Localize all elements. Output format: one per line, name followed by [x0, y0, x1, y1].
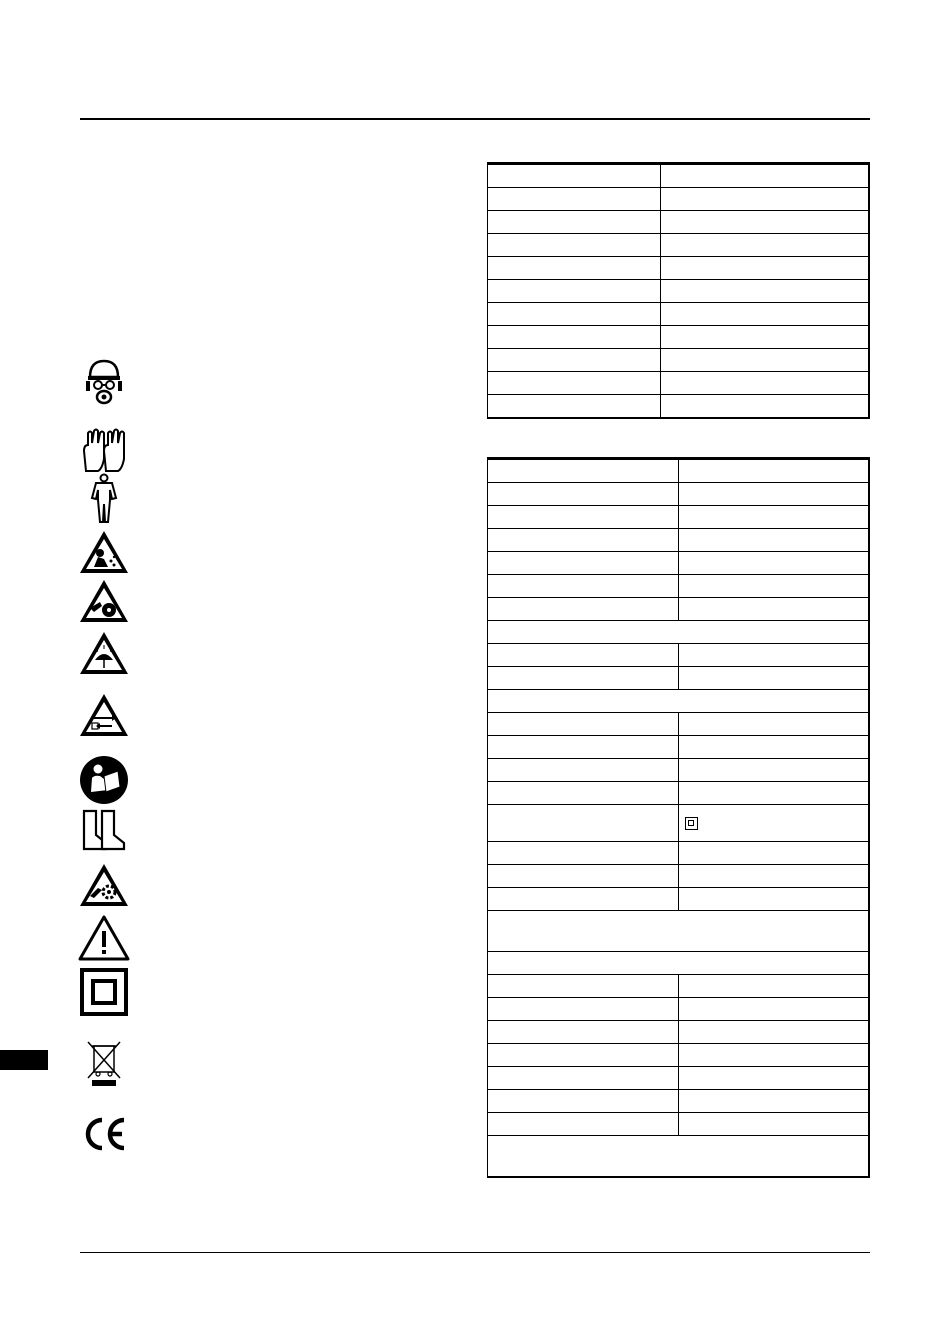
table-cell [679, 1067, 870, 1090]
read-manual-icon [78, 754, 130, 806]
table-cell [488, 911, 870, 952]
table-section-row [488, 952, 870, 975]
table-cell [661, 349, 870, 372]
table-cell [488, 1136, 870, 1178]
table-cell [488, 782, 679, 805]
table-cell [488, 888, 679, 911]
table-cell [661, 395, 870, 419]
language-tab-marker [0, 1050, 48, 1070]
table-cell [488, 257, 661, 280]
table-cell [679, 506, 870, 529]
class-ii-symbol-icon [685, 817, 698, 830]
table-cell [488, 1090, 679, 1113]
table-row [488, 736, 870, 759]
spec-table-1 [487, 162, 870, 419]
table-row [488, 483, 870, 506]
table-cell [488, 280, 661, 303]
table-cell [488, 1113, 679, 1136]
table-cell [679, 975, 870, 998]
table-cell [661, 372, 870, 395]
table-row [488, 164, 870, 188]
table-cell [679, 552, 870, 575]
table-row [488, 805, 870, 842]
gloves-icon [78, 425, 130, 477]
table-cell [488, 644, 679, 667]
table-cell [488, 998, 679, 1021]
table-cell [661, 303, 870, 326]
table-cell [679, 1090, 870, 1113]
table-cell [488, 506, 679, 529]
table-cell [488, 952, 870, 975]
table-cell [679, 459, 870, 483]
table-cell [488, 865, 679, 888]
general-warning-icon [78, 913, 130, 965]
table-cell [488, 234, 661, 257]
table-cell [679, 1021, 870, 1044]
table-section-row [488, 690, 870, 713]
table-cell [488, 349, 661, 372]
table-section-row [488, 621, 870, 644]
table-cell [661, 280, 870, 303]
table-row [488, 644, 870, 667]
table-cell [679, 865, 870, 888]
table-row [488, 782, 870, 805]
hand-gear-warning-icon [78, 860, 130, 912]
table-cell [661, 164, 870, 188]
table-cell [679, 667, 870, 690]
table-cell [679, 805, 870, 842]
table-row [488, 529, 870, 552]
table-cell [488, 598, 679, 621]
table-cell [488, 395, 661, 419]
safety-boots-icon [78, 805, 130, 857]
table-cell [679, 759, 870, 782]
table-row [488, 575, 870, 598]
table-row [488, 257, 870, 280]
table-cell [679, 1113, 870, 1136]
table-cell [488, 459, 679, 483]
table-cell [488, 164, 661, 188]
table-cell [661, 234, 870, 257]
table-row [488, 326, 870, 349]
table-cell [488, 975, 679, 998]
spec-table-2 [487, 457, 870, 1178]
table-row [488, 1090, 870, 1113]
table-cell [488, 326, 661, 349]
rain-umbrella-warning-icon [78, 628, 130, 680]
table-cell [488, 736, 679, 759]
table-cell [488, 211, 661, 234]
table-row [488, 865, 870, 888]
table-cell [679, 782, 870, 805]
table-row [488, 188, 870, 211]
table-section-row [488, 911, 870, 952]
table-cell [679, 644, 870, 667]
table-row [488, 459, 870, 483]
class-ii-double-insulation-icon [78, 966, 130, 1018]
header-rule [80, 118, 870, 120]
table-cell [488, 805, 679, 842]
table-row [488, 372, 870, 395]
table-row [488, 349, 870, 372]
table-cell [679, 575, 870, 598]
coverall-icon [78, 472, 130, 524]
table-cell [488, 552, 679, 575]
table-row [488, 1113, 870, 1136]
table-row [488, 713, 870, 736]
table-cell [488, 1067, 679, 1090]
table-cell [488, 188, 661, 211]
table-cell [488, 667, 679, 690]
table-cell [488, 1044, 679, 1067]
table-cell [488, 621, 870, 644]
table-cell [679, 529, 870, 552]
table-cell [488, 713, 679, 736]
helmet-goggles-mask-icon [78, 355, 130, 407]
table-row [488, 280, 870, 303]
table-cell [679, 736, 870, 759]
table-row [488, 1067, 870, 1090]
table-cell [679, 888, 870, 911]
table-cell [679, 713, 870, 736]
table-cell [488, 372, 661, 395]
table-row [488, 506, 870, 529]
distance-warning-icon [78, 690, 130, 742]
table-cell [488, 1021, 679, 1044]
table-row [488, 667, 870, 690]
table-cell [488, 529, 679, 552]
table-cell [661, 257, 870, 280]
table-row [488, 1044, 870, 1067]
table-cell [679, 483, 870, 506]
table-cell [488, 690, 870, 713]
table-row [488, 598, 870, 621]
table-row [488, 888, 870, 911]
footer-rule [80, 1252, 870, 1253]
table-row [488, 975, 870, 998]
table-row [488, 998, 870, 1021]
table-cell [661, 326, 870, 349]
table-cell [661, 211, 870, 234]
table-row [488, 1021, 870, 1044]
table-cell [679, 998, 870, 1021]
table-cell [488, 483, 679, 506]
table-cell [661, 188, 870, 211]
table-cell [488, 575, 679, 598]
table-cell [679, 842, 870, 865]
table-row [488, 395, 870, 419]
ce-mark-icon [78, 1108, 130, 1160]
table-row [488, 303, 870, 326]
table-cell [488, 303, 661, 326]
table-row [488, 234, 870, 257]
table-section-row [488, 1136, 870, 1178]
flying-debris-warning-icon [78, 527, 130, 579]
table-cell [679, 1044, 870, 1067]
table-row [488, 552, 870, 575]
table-cell [488, 759, 679, 782]
table-row [488, 842, 870, 865]
table-row [488, 211, 870, 234]
table-row [488, 759, 870, 782]
hand-blade-warning-icon [78, 576, 130, 628]
table-cell [679, 598, 870, 621]
table-cell [488, 842, 679, 865]
weee-crossed-bin-icon [78, 1038, 130, 1090]
